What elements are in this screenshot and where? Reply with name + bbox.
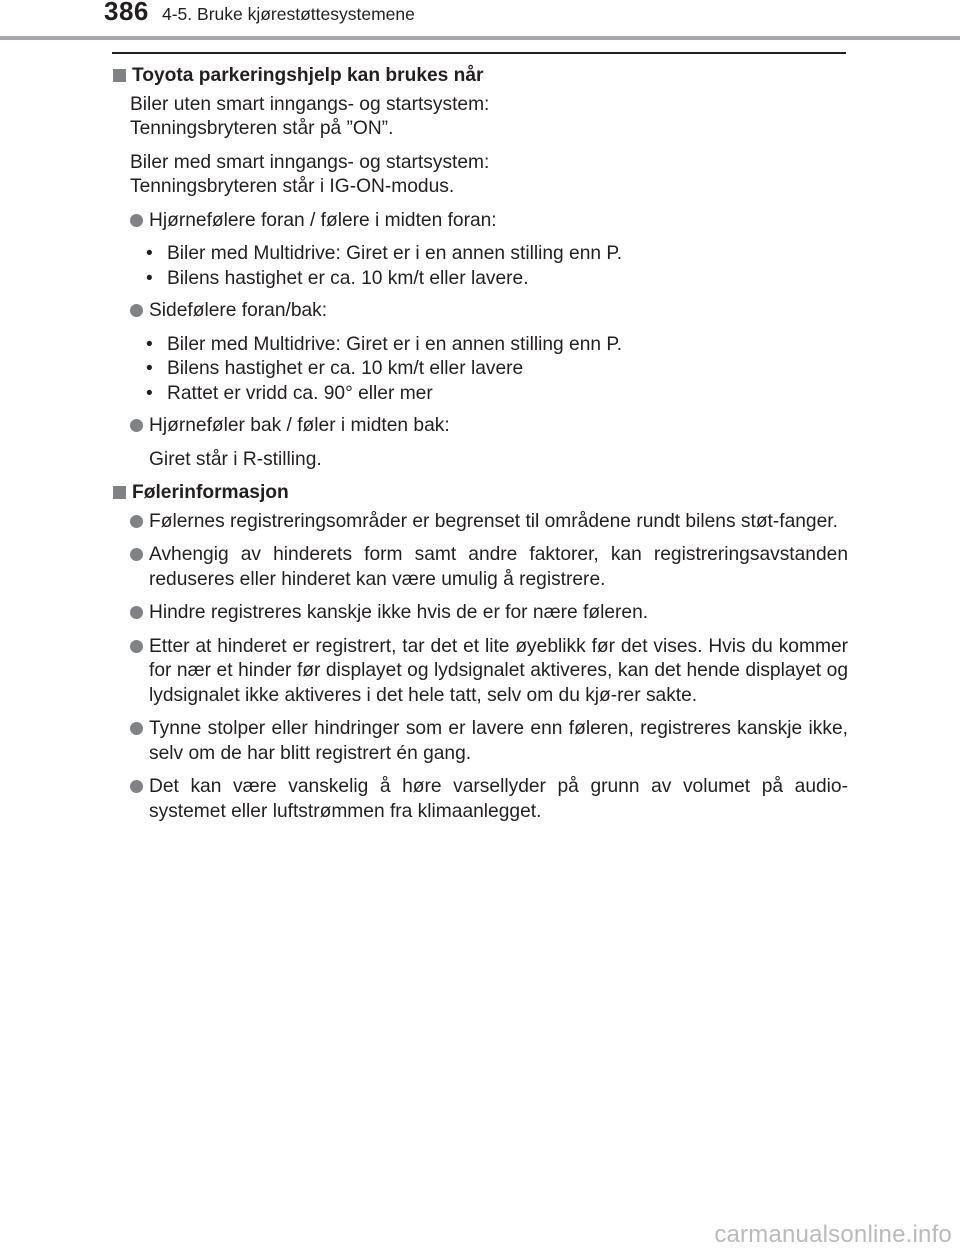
sub-item-text: Biler med Multidrive: Giret er i en annen stilling enn P. (167, 243, 623, 264)
circle-bullet-icon (130, 640, 143, 653)
bullet-text: Det kan være vanskelig å høre varsellyder på grunn av volumet på audio-systemet eller luftstrømmen fra klimaanlegget. (149, 776, 848, 822)
bullet-front-corner-sensors (112, 209, 848, 234)
condition-line: Biler med smart inngangs- og startsystem: (130, 151, 490, 173)
sub-list-item (146, 382, 848, 407)
square-bullet-icon (113, 486, 126, 499)
rear-sensor-detail: Giret står i R-stilling. (149, 448, 322, 470)
section-divider (112, 52, 846, 54)
section-heading-sensor-info (112, 481, 848, 506)
bullet-text: Hindre registreres kanskje ikke hvis de er for nære føleren. (149, 602, 649, 623)
condition-line: Tenningsbryteren står i IG-ON-modus. (130, 176, 455, 197)
bullet-text: Etter at hinderet er registrert, tar det et lite øyeblikk før det vises. Hvis du kommer for nær et hinder før displayet og lydsignalet aktiveres, kan det hende displayet og lydsignalet ikke aktiveres i det hele tatt, selv om du kjø-rer sakte. (149, 635, 848, 706)
bullet-point-icon: • (146, 267, 153, 289)
page-number: 386 (104, 0, 149, 26)
circle-bullet-icon (130, 419, 143, 432)
square-bullet-icon (113, 69, 126, 82)
sub-list-item (146, 357, 848, 382)
bullet-text: Tynne stolper eller hindringer som er lavere enn føleren, registreres kanskje ikke, selv om de har blitt registrert én gang. (149, 718, 848, 764)
sub-list (112, 333, 848, 407)
sub-list-item (146, 333, 848, 358)
bullet-point-icon: • (146, 243, 153, 264)
condition-with-smart-entry (112, 151, 848, 200)
page-content (112, 64, 848, 833)
sensor-info-bullet (112, 775, 848, 824)
sub-list-item (146, 242, 848, 267)
sub-item-text: Rattet er vridd ca. 90° eller mer (167, 382, 433, 404)
condition-without-smart-entry (112, 93, 848, 142)
sub-list (112, 242, 848, 291)
heading-text: Toyota parkeringshjelp kan brukes når (132, 65, 484, 86)
circle-bullet-icon (130, 780, 143, 793)
sensor-info-bullet (112, 601, 848, 626)
chapter-title: 4-5. Bruke kjørestøttesystemene (162, 4, 415, 24)
bullet-side-sensors (112, 299, 848, 324)
sensor-info-bullet (112, 635, 848, 709)
section-heading-parking-assist (112, 64, 848, 89)
bullet-point-icon: • (146, 358, 153, 379)
circle-bullet-icon (130, 722, 143, 735)
condition-line: Tenningsbryteren står på ”ON”. (130, 118, 394, 139)
bullet-rear-corner-sensors (112, 414, 848, 439)
condition-line: Biler uten smart inngangs- og startsystem: (130, 93, 490, 115)
circle-bullet-icon (130, 606, 143, 619)
circle-bullet-icon (130, 548, 143, 561)
heading-text: Følerinformasjon (132, 482, 289, 503)
bullet-text: Avhengig av hinderets form samt andre faktorer, kan registreringsavstanden reduseres eller hinderet kan være umulig å registrere. (149, 544, 848, 590)
bullet-point-icon: • (146, 382, 153, 404)
header-divider (0, 36, 960, 40)
sensor-info-bullet (112, 510, 848, 535)
circle-bullet-icon (130, 214, 143, 227)
sub-item-text: Biler med Multidrive: Giret er i en annen stilling enn P. (167, 333, 623, 355)
sub-list-item (146, 267, 848, 292)
circle-bullet-icon (130, 304, 143, 317)
bullet-text: Hjørneføler bak / føler i midten bak: (149, 415, 450, 436)
bullet-text: Hjørnefølere foran / følere i midten foran: (149, 209, 497, 231)
circle-bullet-icon (130, 515, 143, 528)
bullet-text: Sidefølere foran/bak: (149, 300, 328, 321)
bullet-point-icon: • (146, 333, 153, 355)
sub-item-text: Bilens hastighet er ca. 10 km/t eller lavere. (167, 267, 529, 289)
bullet-text: Følernes registreringsområder er begrenset til områdene rundt bilens støt-fanger. (149, 510, 838, 532)
sensor-info-bullet (112, 543, 848, 592)
sensor-info-bullet (112, 717, 848, 766)
watermark: carmanualsonline.info (714, 1221, 952, 1248)
sub-item-text: Bilens hastighet er ca. 10 km/t eller lavere (167, 358, 524, 379)
